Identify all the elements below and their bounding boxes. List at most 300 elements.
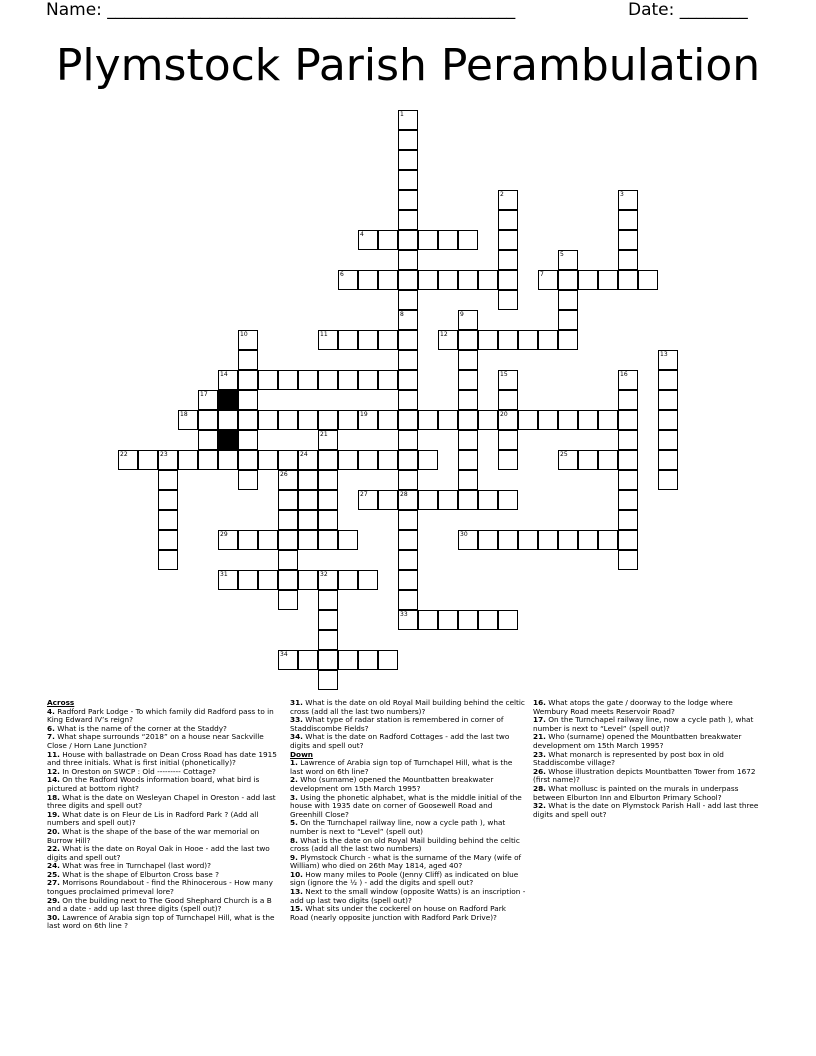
- grid-cell[interactable]: [458, 610, 478, 630]
- grid-cell[interactable]: [578, 410, 598, 430]
- grid-cell[interactable]: [198, 430, 218, 450]
- grid-cell[interactable]: [318, 610, 338, 630]
- grid-cell[interactable]: [378, 270, 398, 290]
- grid-cell[interactable]: [258, 570, 278, 590]
- clue-number: 1.: [290, 758, 298, 768]
- clue-item: [47, 828, 283, 845]
- grid-cell[interactable]: [358, 570, 378, 590]
- grid-cell[interactable]: [398, 430, 418, 450]
- grid-cell[interactable]: [278, 470, 298, 490]
- grid-clue-number: 20: [500, 411, 508, 418]
- grid-cell[interactable]: [358, 490, 378, 510]
- clue-text: What is the name of the corner at the Staddy?: [57, 723, 227, 733]
- clue-text: What is the date on old Royal Mail building behind the celtic cross (add all the last two numbers)?: [290, 698, 525, 716]
- grid-cell[interactable]: [618, 210, 638, 230]
- clue-text: What is the date on Royal Oak in Hooe - add the last two digits and spell out?: [47, 844, 270, 862]
- grid-cell[interactable]: [258, 410, 278, 430]
- grid-cell[interactable]: [298, 650, 318, 670]
- grid-cell[interactable]: [498, 490, 518, 510]
- clue-number: 27.: [47, 878, 60, 888]
- grid-cell[interactable]: [558, 410, 578, 430]
- grid-cell[interactable]: [458, 530, 478, 550]
- grid-cell[interactable]: [658, 430, 678, 450]
- grid-clue-number: 15: [500, 371, 508, 378]
- clue-text: Plymstock Church - what is the surname of the Mary (wife of William) who died on 26th May 1814, aged 40?: [290, 852, 522, 871]
- grid-cell[interactable]: [258, 450, 278, 470]
- grid-clue-number: 27: [360, 491, 368, 498]
- grid-cell[interactable]: [378, 490, 398, 510]
- grid-cell[interactable]: [258, 530, 278, 550]
- grid-cell[interactable]: [238, 350, 258, 370]
- grid-cell[interactable]: [118, 450, 138, 470]
- grid-cell[interactable]: [338, 410, 358, 430]
- clue-item: [47, 751, 283, 768]
- grid-cell[interactable]: [318, 530, 338, 550]
- clue-text: Radford Park Lodge - To which family did Radford pass to in King Edward IV’s reign?: [47, 706, 274, 725]
- grid-clue-number: 29: [220, 531, 228, 538]
- grid-cell[interactable]: [598, 270, 618, 290]
- grid-cell[interactable]: [218, 370, 238, 390]
- grid-cell[interactable]: [578, 450, 598, 470]
- grid-cell[interactable]: [398, 570, 418, 590]
- grid-cell[interactable]: [658, 390, 678, 410]
- grid-cell[interactable]: [438, 610, 458, 630]
- grid-cell[interactable]: [618, 470, 638, 490]
- grid-cell[interactable]: [398, 190, 418, 210]
- grid-cell[interactable]: [158, 550, 178, 570]
- grid-cell[interactable]: [458, 410, 478, 430]
- grid-cell[interactable]: [318, 450, 338, 470]
- grid-cell[interactable]: [538, 270, 558, 290]
- grid-cell[interactable]: [278, 590, 298, 610]
- grid-cell[interactable]: [238, 410, 258, 430]
- grid-cell[interactable]: [558, 450, 578, 470]
- grid-clue-number: 21: [320, 431, 328, 438]
- grid-cell[interactable]: [358, 330, 378, 350]
- clue-item: [47, 811, 283, 828]
- grid-cell[interactable]: [238, 330, 258, 350]
- grid-cell[interactable]: [318, 510, 338, 530]
- grid-cell[interactable]: [318, 490, 338, 510]
- grid-cell[interactable]: [398, 550, 418, 570]
- grid-cell[interactable]: [318, 330, 338, 350]
- grid-cell[interactable]: [198, 410, 218, 430]
- clue-text: What mollusc is painted on the murals in underpass between Elburton Inn and Elburton Primary School?: [533, 783, 739, 802]
- grid-cell[interactable]: [358, 230, 378, 250]
- grid-cell[interactable]: [378, 330, 398, 350]
- grid-cell[interactable]: [298, 370, 318, 390]
- clue-item: [290, 888, 526, 905]
- grid-cell[interactable]: [398, 110, 418, 130]
- grid-cell[interactable]: [558, 530, 578, 550]
- grid-cell[interactable]: [398, 370, 418, 390]
- grid-cell[interactable]: [558, 270, 578, 290]
- grid-cell[interactable]: [358, 270, 378, 290]
- grid-cell[interactable]: [278, 410, 298, 430]
- grid-cell[interactable]: [658, 450, 678, 470]
- clue-item: [47, 845, 283, 862]
- grid-cell[interactable]: [598, 450, 618, 470]
- grid-cell[interactable]: [618, 430, 638, 450]
- grid-cell[interactable]: [478, 330, 498, 350]
- grid-cell[interactable]: [298, 510, 318, 530]
- grid-cell[interactable]: [498, 450, 518, 470]
- clue-number: 9.: [290, 852, 298, 862]
- clue-text: On the Turnchapel railway line, now a cycle path ), what number is next to “Level” (spell out)?: [533, 715, 754, 733]
- clue-item: [290, 837, 526, 854]
- grid-cell[interactable]: [398, 290, 418, 310]
- grid-cell[interactable]: [418, 410, 438, 430]
- grid-cell[interactable]: [378, 230, 398, 250]
- grid-cell[interactable]: [178, 450, 198, 470]
- grid-cell[interactable]: [278, 370, 298, 390]
- clue-text: Lawrence of Arabia sign top of Turnchapel Hill, what is the last word on 6th line?: [290, 758, 513, 776]
- clue-number: 13.: [290, 887, 303, 897]
- grid-cell[interactable]: [518, 530, 538, 550]
- grid-cell[interactable]: [498, 270, 518, 290]
- grid-cell[interactable]: [498, 290, 518, 310]
- grid-cell[interactable]: [298, 470, 318, 490]
- grid-cell[interactable]: [418, 270, 438, 290]
- grid-cell[interactable]: [398, 250, 418, 270]
- clue-item: [47, 914, 283, 931]
- grid-cell[interactable]: [238, 570, 258, 590]
- clue-item: [47, 879, 283, 896]
- grid-cell[interactable]: [618, 370, 638, 390]
- grid-cell[interactable]: [398, 530, 418, 550]
- grid-cell[interactable]: [318, 410, 338, 430]
- grid-cell[interactable]: [338, 270, 358, 290]
- clue-text: What is the shape of the base of the war memorial on Burrow Hill?: [47, 826, 260, 845]
- grid-cell[interactable]: [318, 630, 338, 650]
- grid-cell[interactable]: [618, 450, 638, 470]
- clue-item: [290, 733, 526, 750]
- grid-clue-number: 18: [180, 411, 188, 418]
- grid-clue-number: 26: [280, 471, 288, 478]
- grid-cell[interactable]: [318, 570, 338, 590]
- grid-cell[interactable]: [618, 490, 638, 510]
- grid-cell[interactable]: [558, 290, 578, 310]
- grid-cell[interactable]: [618, 510, 638, 530]
- grid-cell[interactable]: [278, 550, 298, 570]
- grid-cell[interactable]: [518, 330, 538, 350]
- grid-cell[interactable]: [438, 490, 458, 510]
- grid-cell[interactable]: [398, 270, 418, 290]
- grid-cell[interactable]: [318, 370, 338, 390]
- clue-item: [533, 733, 769, 750]
- clue-item: [290, 776, 526, 793]
- grid-cell[interactable]: [658, 410, 678, 430]
- clue-number: 5.: [290, 818, 298, 828]
- grid-cell[interactable]: [278, 510, 298, 530]
- clue-number: 12.: [47, 766, 60, 776]
- grid-cell[interactable]: [158, 450, 178, 470]
- clue-number: 19.: [47, 809, 60, 819]
- grid-cell[interactable]: [218, 570, 238, 590]
- grid-cell[interactable]: [338, 530, 358, 550]
- clue-text: What date is on Fleur de Lis in Radford Park ? (Add all numbers and spell out)?: [47, 809, 259, 828]
- clue-number: 14.: [47, 775, 60, 785]
- grid-block-cell: [218, 390, 238, 410]
- grid-cell[interactable]: [378, 410, 398, 430]
- grid-cell[interactable]: [158, 510, 178, 530]
- grid-cell[interactable]: [398, 170, 418, 190]
- grid-cell[interactable]: [298, 450, 318, 470]
- grid-cell[interactable]: [498, 330, 518, 350]
- grid-cell[interactable]: [398, 310, 418, 330]
- clue-text: What is the date on Wesleyan Chapel in Oreston - add last three digits and spell out?: [47, 792, 276, 811]
- grid-cell[interactable]: [358, 370, 378, 390]
- clue-text: What sits under the cockerel on house on Radford Park Road (nearly opposite junction with Radford Park Drive)?: [290, 904, 506, 922]
- grid-cell[interactable]: [398, 230, 418, 250]
- grid-cell[interactable]: [498, 250, 518, 270]
- clue-text: Who (surname) opened the Mountbatten breakwater development om 15th March 1995?: [533, 732, 742, 750]
- grid-cell[interactable]: [418, 490, 438, 510]
- grid-cell[interactable]: [498, 190, 518, 210]
- clue-number: 7.: [47, 732, 55, 742]
- grid-cell[interactable]: [398, 470, 418, 490]
- grid-clue-number: 6: [340, 271, 344, 278]
- clue-number: 28.: [533, 783, 546, 793]
- grid-cell[interactable]: [478, 410, 498, 430]
- grid-cell[interactable]: [538, 530, 558, 550]
- grid-clue-number: 14: [220, 371, 228, 378]
- grid-cell[interactable]: [278, 650, 298, 670]
- grid-cell[interactable]: [458, 430, 478, 450]
- clue-text: What monarch is represented by post box in old Staddiscombe village?: [533, 749, 724, 768]
- grid-cell[interactable]: [398, 210, 418, 230]
- grid-clue-number: 22: [120, 451, 128, 458]
- grid-cell[interactable]: [278, 530, 298, 550]
- grid-cell[interactable]: [358, 410, 378, 430]
- grid-clue-number: 25: [560, 451, 568, 458]
- grid-cell[interactable]: [458, 330, 478, 350]
- grid-cell[interactable]: [458, 450, 478, 470]
- clue-text: Lawrence of Arabia sign top of Turnchapel Hill, what is the last word on 6th line ?: [47, 912, 275, 931]
- grid-clue-number: 28: [400, 491, 408, 498]
- grid-cell[interactable]: [318, 470, 338, 490]
- grid-cell[interactable]: [398, 410, 418, 430]
- clue-item: [533, 716, 769, 733]
- grid-cell[interactable]: [458, 370, 478, 390]
- grid-cell[interactable]: [398, 390, 418, 410]
- grid-cell[interactable]: [618, 530, 638, 550]
- grid-cell[interactable]: [618, 410, 638, 430]
- grid-cell[interactable]: [478, 610, 498, 630]
- clue-text: Morrisons Roundabout - find the Rhinocerous - How many tongues proclaimed primeval lore?: [47, 878, 273, 897]
- grid-cell[interactable]: [378, 650, 398, 670]
- grid-cell[interactable]: [238, 430, 258, 450]
- grid-cell[interactable]: [458, 270, 478, 290]
- clue-text: What is the date on Radford Cottages - add the last two digits and spell out?: [290, 732, 510, 750]
- grid-clue-number: 33: [400, 611, 408, 618]
- grid-cell[interactable]: [298, 490, 318, 510]
- grid-cell[interactable]: [558, 330, 578, 350]
- grid-cell[interactable]: [498, 610, 518, 630]
- grid-cell[interactable]: [498, 530, 518, 550]
- clue-number: 32.: [533, 801, 546, 811]
- grid-cell[interactable]: [498, 370, 518, 390]
- grid-cell[interactable]: [398, 590, 418, 610]
- grid-cell[interactable]: [238, 470, 258, 490]
- grid-cell[interactable]: [218, 450, 238, 470]
- grid-cell[interactable]: [398, 330, 418, 350]
- grid-cell[interactable]: [278, 450, 298, 470]
- clue-number: 6.: [47, 723, 55, 733]
- grid-cell[interactable]: [458, 230, 478, 250]
- grid-cell[interactable]: [478, 490, 498, 510]
- page-title: Plymstock Parish Perambulation: [55, 40, 761, 91]
- grid-cell[interactable]: [518, 410, 538, 430]
- grid-cell[interactable]: [298, 530, 318, 550]
- grid-cell[interactable]: [578, 530, 598, 550]
- grid-cell[interactable]: [338, 330, 358, 350]
- grid-cell[interactable]: [158, 470, 178, 490]
- grid-cell[interactable]: [458, 310, 478, 330]
- clue-item: [47, 708, 283, 725]
- grid-cell[interactable]: [438, 230, 458, 250]
- grid-cell[interactable]: [338, 570, 358, 590]
- grid-cell[interactable]: [318, 430, 338, 450]
- grid-cell[interactable]: [198, 390, 218, 410]
- grid-cell[interactable]: [458, 350, 478, 370]
- grid-clue-number: 13: [660, 351, 668, 358]
- grid-cell[interactable]: [358, 450, 378, 470]
- grid-cell[interactable]: [398, 510, 418, 530]
- clue-item: [47, 794, 283, 811]
- grid-cell[interactable]: [618, 270, 638, 290]
- grid-cell[interactable]: [378, 370, 398, 390]
- grid-cell[interactable]: [598, 530, 618, 550]
- clues-column-1: [47, 699, 283, 931]
- grid-cell[interactable]: [558, 310, 578, 330]
- grid-cell[interactable]: [618, 250, 638, 270]
- grid-cell[interactable]: [278, 570, 298, 590]
- grid-cell[interactable]: [298, 410, 318, 430]
- grid-clue-number: 4: [360, 231, 364, 238]
- grid-cell[interactable]: [618, 390, 638, 410]
- grid-cell[interactable]: [418, 610, 438, 630]
- grid-cell[interactable]: [618, 550, 638, 570]
- grid-cell[interactable]: [618, 230, 638, 250]
- grid-cell[interactable]: [398, 490, 418, 510]
- grid-cell[interactable]: [238, 390, 258, 410]
- grid-cell[interactable]: [458, 470, 478, 490]
- grid-cell[interactable]: [198, 450, 218, 470]
- name-field-label: Name: ________________________________________________: [46, 0, 516, 20]
- grid-cell[interactable]: [258, 370, 278, 390]
- grid-clue-number: 11: [320, 331, 328, 338]
- grid-cell[interactable]: [478, 530, 498, 550]
- grid-cell[interactable]: [418, 230, 438, 250]
- grid-cell[interactable]: [238, 530, 258, 550]
- grid-cell[interactable]: [218, 530, 238, 550]
- clues-heading: Across: [47, 698, 75, 707]
- grid-cell[interactable]: [378, 450, 398, 470]
- grid-cell[interactable]: [638, 270, 658, 290]
- clue-number: 10.: [290, 869, 303, 879]
- grid-cell[interactable]: [338, 450, 358, 470]
- clue-item: [533, 785, 769, 802]
- grid-cell[interactable]: [458, 390, 478, 410]
- grid-cell[interactable]: [238, 370, 258, 390]
- clue-number: 2.: [290, 775, 298, 785]
- grid-cell[interactable]: [418, 450, 438, 470]
- grid-cell[interactable]: [318, 650, 338, 670]
- grid-clue-number: 17: [200, 391, 208, 398]
- grid-cell[interactable]: [558, 250, 578, 270]
- clue-number: 21.: [533, 732, 546, 742]
- grid-cell[interactable]: [538, 410, 558, 430]
- grid-cell[interactable]: [618, 190, 638, 210]
- grid-cell[interactable]: [498, 430, 518, 450]
- clue-number: 16.: [533, 698, 546, 707]
- clue-text: Using the phonetic alphabet, what is the middle initial of the house with 1935 date on corner of Goosewell Road and Greenhill Close?: [290, 792, 522, 819]
- grid-cell[interactable]: [658, 350, 678, 370]
- grid-cell[interactable]: [318, 670, 338, 690]
- grid-cell[interactable]: [578, 270, 598, 290]
- grid-cell[interactable]: [458, 490, 478, 510]
- grid-block-cell: [218, 430, 238, 450]
- grid-cell[interactable]: [138, 450, 158, 470]
- clue-text: What shape surrounds “2018” on a house near Sackville Close / Horn Lane Junction?: [47, 732, 264, 750]
- grid-cell[interactable]: [598, 410, 618, 430]
- grid-cell[interactable]: [398, 130, 418, 150]
- clue-text: What atops the gate / doorway to the lodge where Wembury Road meets Reservoir Road?: [533, 698, 733, 716]
- clue-item: [47, 733, 283, 750]
- grid-clue-number: 32: [320, 571, 328, 578]
- grid-cell[interactable]: [278, 490, 298, 510]
- grid-clue-number: 34: [280, 651, 288, 658]
- grid-cell[interactable]: [358, 650, 378, 670]
- grid-cell[interactable]: [438, 270, 458, 290]
- grid-cell[interactable]: [318, 590, 338, 610]
- grid-cell[interactable]: [298, 570, 318, 590]
- grid-cell[interactable]: [498, 390, 518, 410]
- grid-cell[interactable]: [498, 210, 518, 230]
- grid-cell[interactable]: [338, 650, 358, 670]
- clue-text: Next to the small window (opposite Watts) is an inscription - add up last two digits (spell out)?: [290, 887, 526, 905]
- grid-cell[interactable]: [438, 410, 458, 430]
- clue-number: 30.: [47, 912, 60, 922]
- grid-cell[interactable]: [398, 150, 418, 170]
- grid-cell[interactable]: [538, 330, 558, 350]
- grid-cell[interactable]: [178, 410, 198, 430]
- grid-clue-number: 3: [620, 191, 624, 198]
- grid-cell[interactable]: [218, 410, 238, 430]
- clue-text: What type of radar station is remembered in corner of Staddiscombe Fields?: [290, 715, 504, 733]
- grid-cell[interactable]: [158, 530, 178, 550]
- grid-cell[interactable]: [398, 610, 418, 630]
- grid-cell[interactable]: [498, 410, 518, 430]
- grid-cell[interactable]: [658, 370, 678, 390]
- grid-cell[interactable]: [158, 490, 178, 510]
- grid-cell[interactable]: [398, 450, 418, 470]
- clue-text: What is the date on Plymstock Parish Hall - add last three digits and spell out?: [533, 801, 759, 819]
- grid-cell[interactable]: [438, 330, 458, 350]
- clue-number: 26.: [533, 766, 546, 776]
- grid-cell[interactable]: [658, 470, 678, 490]
- clue-text: In Oreston on SWCP : Old --------- Cottage?: [62, 766, 216, 776]
- grid-cell[interactable]: [478, 270, 498, 290]
- clue-number: 24.: [47, 861, 60, 871]
- grid-cell[interactable]: [498, 230, 518, 250]
- grid-cell[interactable]: [398, 350, 418, 370]
- grid-cell[interactable]: [238, 450, 258, 470]
- grid-cell[interactable]: [338, 370, 358, 390]
- clue-number: 34.: [290, 732, 303, 742]
- clue-number: 33.: [290, 715, 303, 725]
